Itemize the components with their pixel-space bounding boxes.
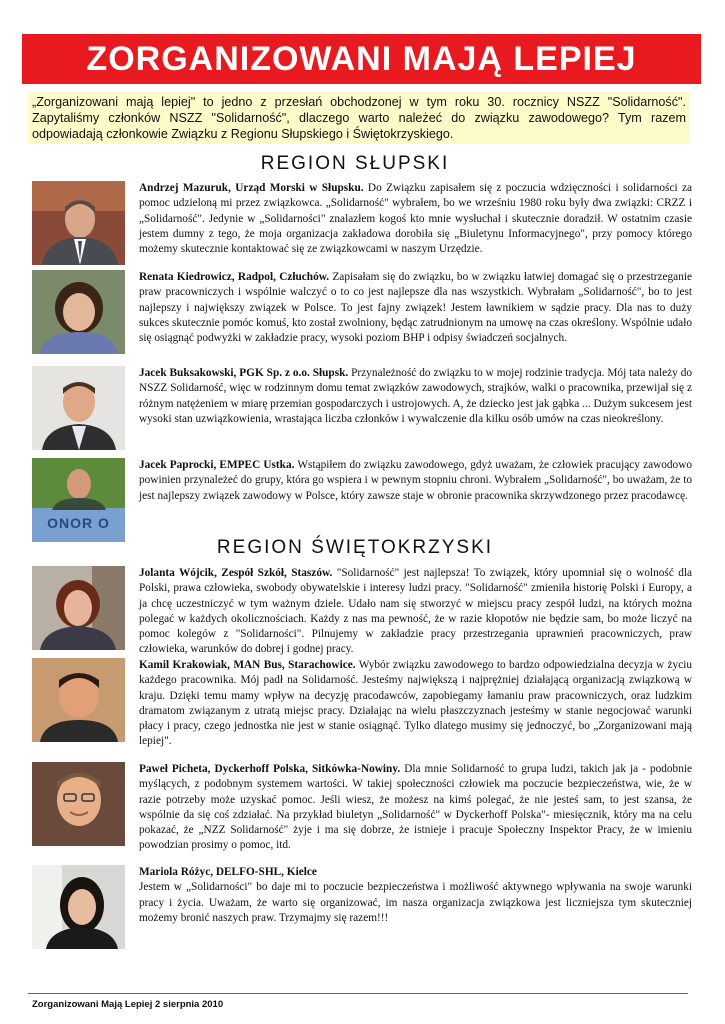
footer-divider [28, 993, 688, 994]
region-title-swietokrzyski: REGION ŚWIĘTOKRZYSKI [216, 537, 494, 558]
portrait-photo [32, 566, 125, 650]
portrait-photo [32, 366, 125, 450]
portrait-photo [32, 458, 125, 542]
person-statement: Do Związku zapisałem się z poczucia wdzięczności i solidarności za pomoc udzieloną mi przez związkowca. „Solidarność" wybrałem, bo we wrześniu 1980 roku były dwa związki: CRZZ i „Solidarność". Jedynie w „Solidarności" znalazłem kogoś kto mnie wysłuchał i skutecznie doradził. W ostatnim czasie jestem dumny z tego, że moja organizacja zakładowa dorobiła się „Biuletynu Informacyjnego", przy pomocy którego możemy skutecznie kontaktować się ze związkowcami w naszym Urzędzie. [139, 182, 692, 256]
person-statement: Zapisałam się do związku, bo w związku łatwiej domagać się o przestrzeganie praw pracowniczych i wspólnie walczyć o to co jest najlepsze dla nas wszystkich. Wybrałam „Solidarność", bo to jest najlepszy i największy związek w Polsce. To jest fajny związek! Jestem ławnikiem w sądzie pracy. Dla nas to duży sukces skutecznie pomóc komuś, kto został zwolniony, będąc zatrudnionym na umowę na czas określony. Wspólnie udało się osiągnąć podwyżki w zakładzie pracy, wysoki poziom BHP i odpisy świadczeń socjalnych. [139, 271, 692, 345]
portrait-photo [32, 865, 125, 949]
person-bio [139, 658, 692, 750]
person-bio [139, 458, 692, 504]
person-bio [139, 762, 692, 854]
person-statement: Wstąpiłem do związku zawodowego, gdyż uważam, że człowiek pracujący zawodowo powinien przynależeć do grupy, która go wspiera i w pewnym stopniu chroni. Wybrałem „Solidarność", bo uważam, że to jest najlepszy związek zawodowy w Polsce, który zawsze staje w obronie pracownika skrzywdzonego przez pracodawcę. [139, 459, 693, 502]
person-statement: Jestem w „Solidarności" bo daje mi to poczucie bezpieczeństwa i możliwość aktywnego wpływania na swoje warunki pracy i życia. Uważam, że warto się organizować, im nasza organizacja związkowa jest liczniejsza tym skuteczniej możemy bronić naszych praw. Trzymajmy się razem!!! [139, 881, 692, 924]
person-statement: "Solidarność" jest najlepsza! To związek, który upomniał się o wolność dla Polski, prawa człowieka, swobody obywatelskie i interesy ludzi pracy. "Solidarność" zmieniła historię Polski i Europy, a ja chcę uczestniczyć w tym ważnym dziele. Udało nam się stworzyć w miejscu pracy zespół ludzi, na których można polegać w każdych okolicznościach. Każdy z nas ma pewność, że w razie kłopotów nie będzie sam, bo może liczyć na pomoc kolegów z "Solidarności". Pilnujemy w zakładzie pracy przestrzegania uprawnień pracowniczych, praw człowieka, warunków do dobrej i godnej pracy. [139, 567, 692, 656]
person-name: Jacek Paprocki, EMPEC Ustka. [139, 459, 295, 471]
person-name: Mariola Różyc, DELFO-SHL, Kielce [139, 866, 317, 878]
person-name: Jacek Buksakowski, PGK Sp. z o.o. Słupsk. [139, 367, 349, 379]
person-statement: Dla mnie Solidarność to grupa ludzi, takich jak ja - podobnie myślących, z podobnym systemem wartości. W takiej społeczności człowiek ma poczucie bezpieczeństwa, wie, że w razie potrzeby może uzyskać pomoc. Jeśli wiesz, że możesz na kimś polegać, że nie jesteś sam, to jest szansa, że wspólnie da się coś zdziałać. Na przykład biuletyn „Solidarność" w Dyckerhoff Polska"- miesięcznik, który ma na celu pokazać, że „NZZ Solidarność" żyje i ma się dobrze, że istnieje i pracuje Społeczny Inspektor Pracy, że w imieniu powodzian prosimy o pomoc, itd. [139, 763, 693, 852]
person-name: Kamil Krakowiak, MAN Bus, Starachowice. [139, 659, 356, 671]
page-title: ZORGANIZOWANI MAJĄ LEPIEJ [22, 34, 701, 84]
person-name: Jolanta Wójcik, Zespół Szkół, Staszów. [139, 567, 333, 579]
intro-box: „Zorganizowani mają lepiej" to jedno z przesłań obchodzonej w tym roku 30. rocznicy NSZZ "Solidarność". Zapytaliśmy członków NSZZ "Solidarność", dlaczego warto należeć do związku zawodowego? Tym razem odpowiadają członkowie Związku z Regionu Słupskiego i Świętokrzyskiego. [28, 92, 690, 144]
person-bio [139, 566, 692, 658]
person-bio [139, 366, 692, 427]
portrait-photo [32, 658, 125, 742]
portrait-photo [32, 762, 125, 846]
portrait-photo [32, 270, 125, 354]
person-statement: Wybór związku zawodowego to bardzo odpowiedzialna decyzja w życiu każdego pracownika. Mój padł na Solidarność. Jesteśmy największą i najprężniej działającą organizacją związkową w kraju. Dzięki temu mamy wpływ na decyzję pracodawców, zapobiegamy łamaniu praw pracowniczych, oraz ludzkim dramatom związanym z utratą miejsc pracy. Działając na wielu płaszczyznach jesteśmy w stanie negocjować warunki płacy i pracy, czego jednostka nie jest w stanie osiągnąć. Tylko dlatego musimy się jednoczyć, bo „Zorganizowani mają lepiej". [139, 659, 692, 748]
person-name: Paweł Picheta, Dyckerhoff Polska, Sitkówka-Nowiny. [139, 763, 401, 775]
page-footer: Zorganizowani Mają Lepiej 2 sierpnia 2010 [32, 999, 224, 1010]
person-name: Renata Kiedrowicz, Radpol, Człuchów. [139, 271, 330, 283]
photo-banner-text: ONOR O [47, 515, 110, 531]
person-bio [139, 181, 692, 257]
region-title-slupski: REGION SŁUPSKI [260, 153, 450, 174]
person-bio [139, 865, 692, 926]
portrait-photo [32, 181, 125, 265]
person-statement: Przynależność do związku to w mojej rodzinie tradycja. Mój tata należy do NSZZ Solidarność, więc w rodzinnym domu temat związków zawodowych, strajków, walki o pracownika, przewijał się z różnym natężeniem w miarę przemian gospodarczych i ustrojowych. A, że dziecko jest jak gąbka ... Dużym sukcesem jest wysoki stan uzwiązkowienia, wrastająca liczba członków i wywalczenie dla kilku osób umów na czas nieokreślony. [139, 367, 692, 425]
person-name: Andrzej Mazuruk, Urząd Morski w Słupsku. [139, 182, 364, 194]
person-bio [139, 270, 692, 346]
